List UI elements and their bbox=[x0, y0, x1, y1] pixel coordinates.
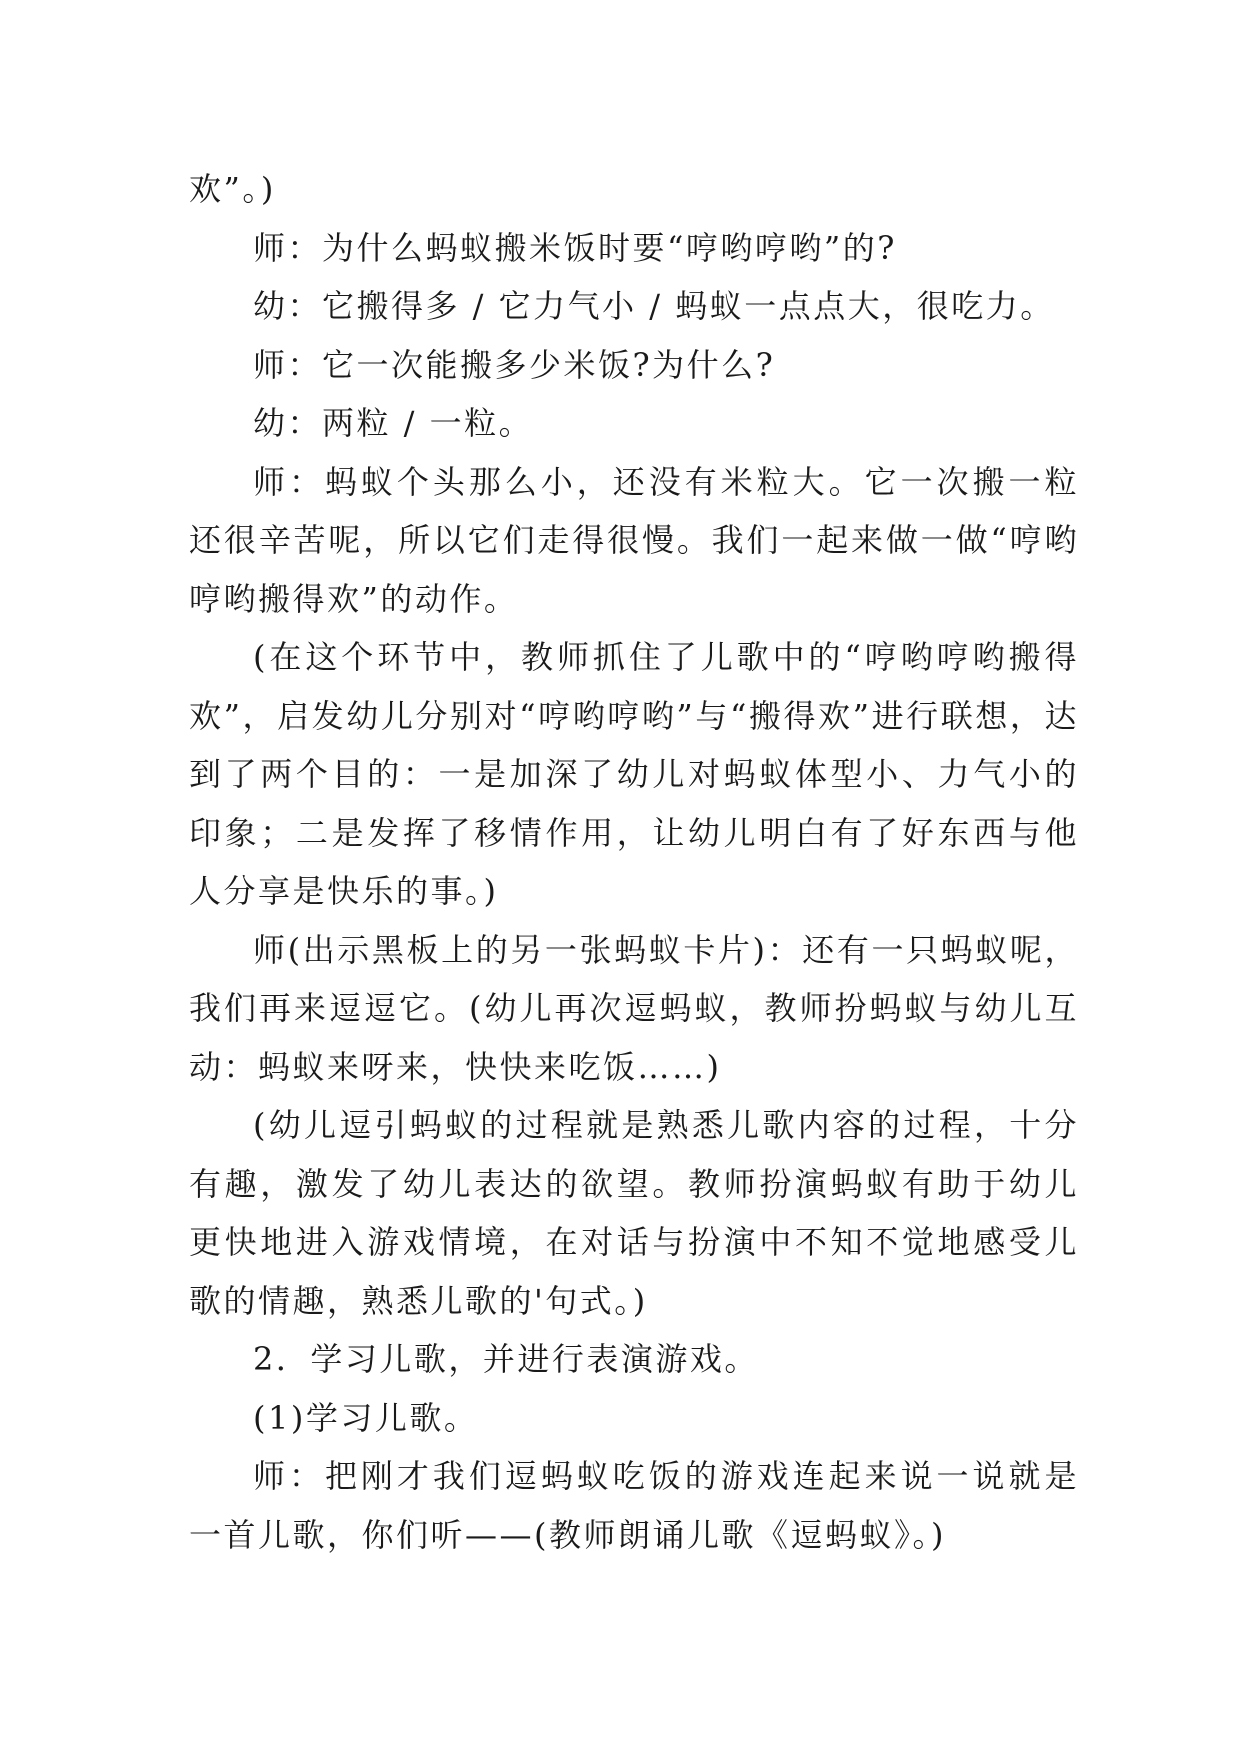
paragraph-8: 师(出示黑板上的另一张蚂蚁卡片)：还有一只蚂蚁呢，我们再来逗逗它。(幼儿再次逗蚂蚁，教师扮蚂蚁与幼儿互动：蚂蚁来呀来，快快来吃饭……) bbox=[189, 930, 1079, 1086]
paragraph-1: 欢”。) bbox=[189, 170, 276, 208]
paragraph-10: 2．学习儿歌，并进行表演游戏。 bbox=[253, 1340, 759, 1378]
paragraph-6: 师：蚂蚁个头那么小，还没有米粒大。它一次搬一粒还很辛苦呢，所以它们走得很慢。我们一起来做一做“哼哟哼哟搬得欢”的动作。 bbox=[189, 462, 1079, 618]
paragraph-4: 师：它一次能搬多少米饭?为什么? bbox=[253, 345, 776, 384]
paragraph-7: (在这个环节中，教师抓住了儿歌中的“哼哟哼哟搬得欢”，启发幼儿分别对“哼哟哼哟”与“搬得欢”进行联想，达到了两个目的：一是加深了幼儿对蚂蚁体型小、力气小的印象；二是发挥了移情作用，让幼儿明白有了好东西与他人分享是快乐的事。) bbox=[189, 638, 1079, 910]
paragraph-2: 师：为什么蚂蚁搬米饭时要“哼哟哼哟”的? bbox=[253, 228, 897, 267]
document-body bbox=[189, 160, 1079, 1564]
paragraph-5: 幼：两粒 / 一粒。 bbox=[253, 404, 534, 442]
paragraph-12: 师：把刚才我们逗蚂蚁吃饭的游戏连起来说一说就是一首儿歌，你们听——(教师朗诵儿歌《逗蚂蚁》。) bbox=[189, 1457, 1079, 1554]
paragraph-3: 幼：它搬得多 / 它力气小 / 蚂蚁一点点大，很吃力。 bbox=[253, 287, 1055, 325]
paragraph-11: (1)学习儿歌。 bbox=[253, 1398, 479, 1437]
paragraph-9: (幼儿逗引蚂蚁的过程就是熟悉儿歌内容的过程，十分有趣，激发了幼儿表达的欲望。教师扮演蚂蚁有助于幼儿更快地进入游戏情境，在对话与扮演中不知不觉地感受儿歌的情趣，熟悉儿歌的'句式。) bbox=[189, 1106, 1079, 1320]
